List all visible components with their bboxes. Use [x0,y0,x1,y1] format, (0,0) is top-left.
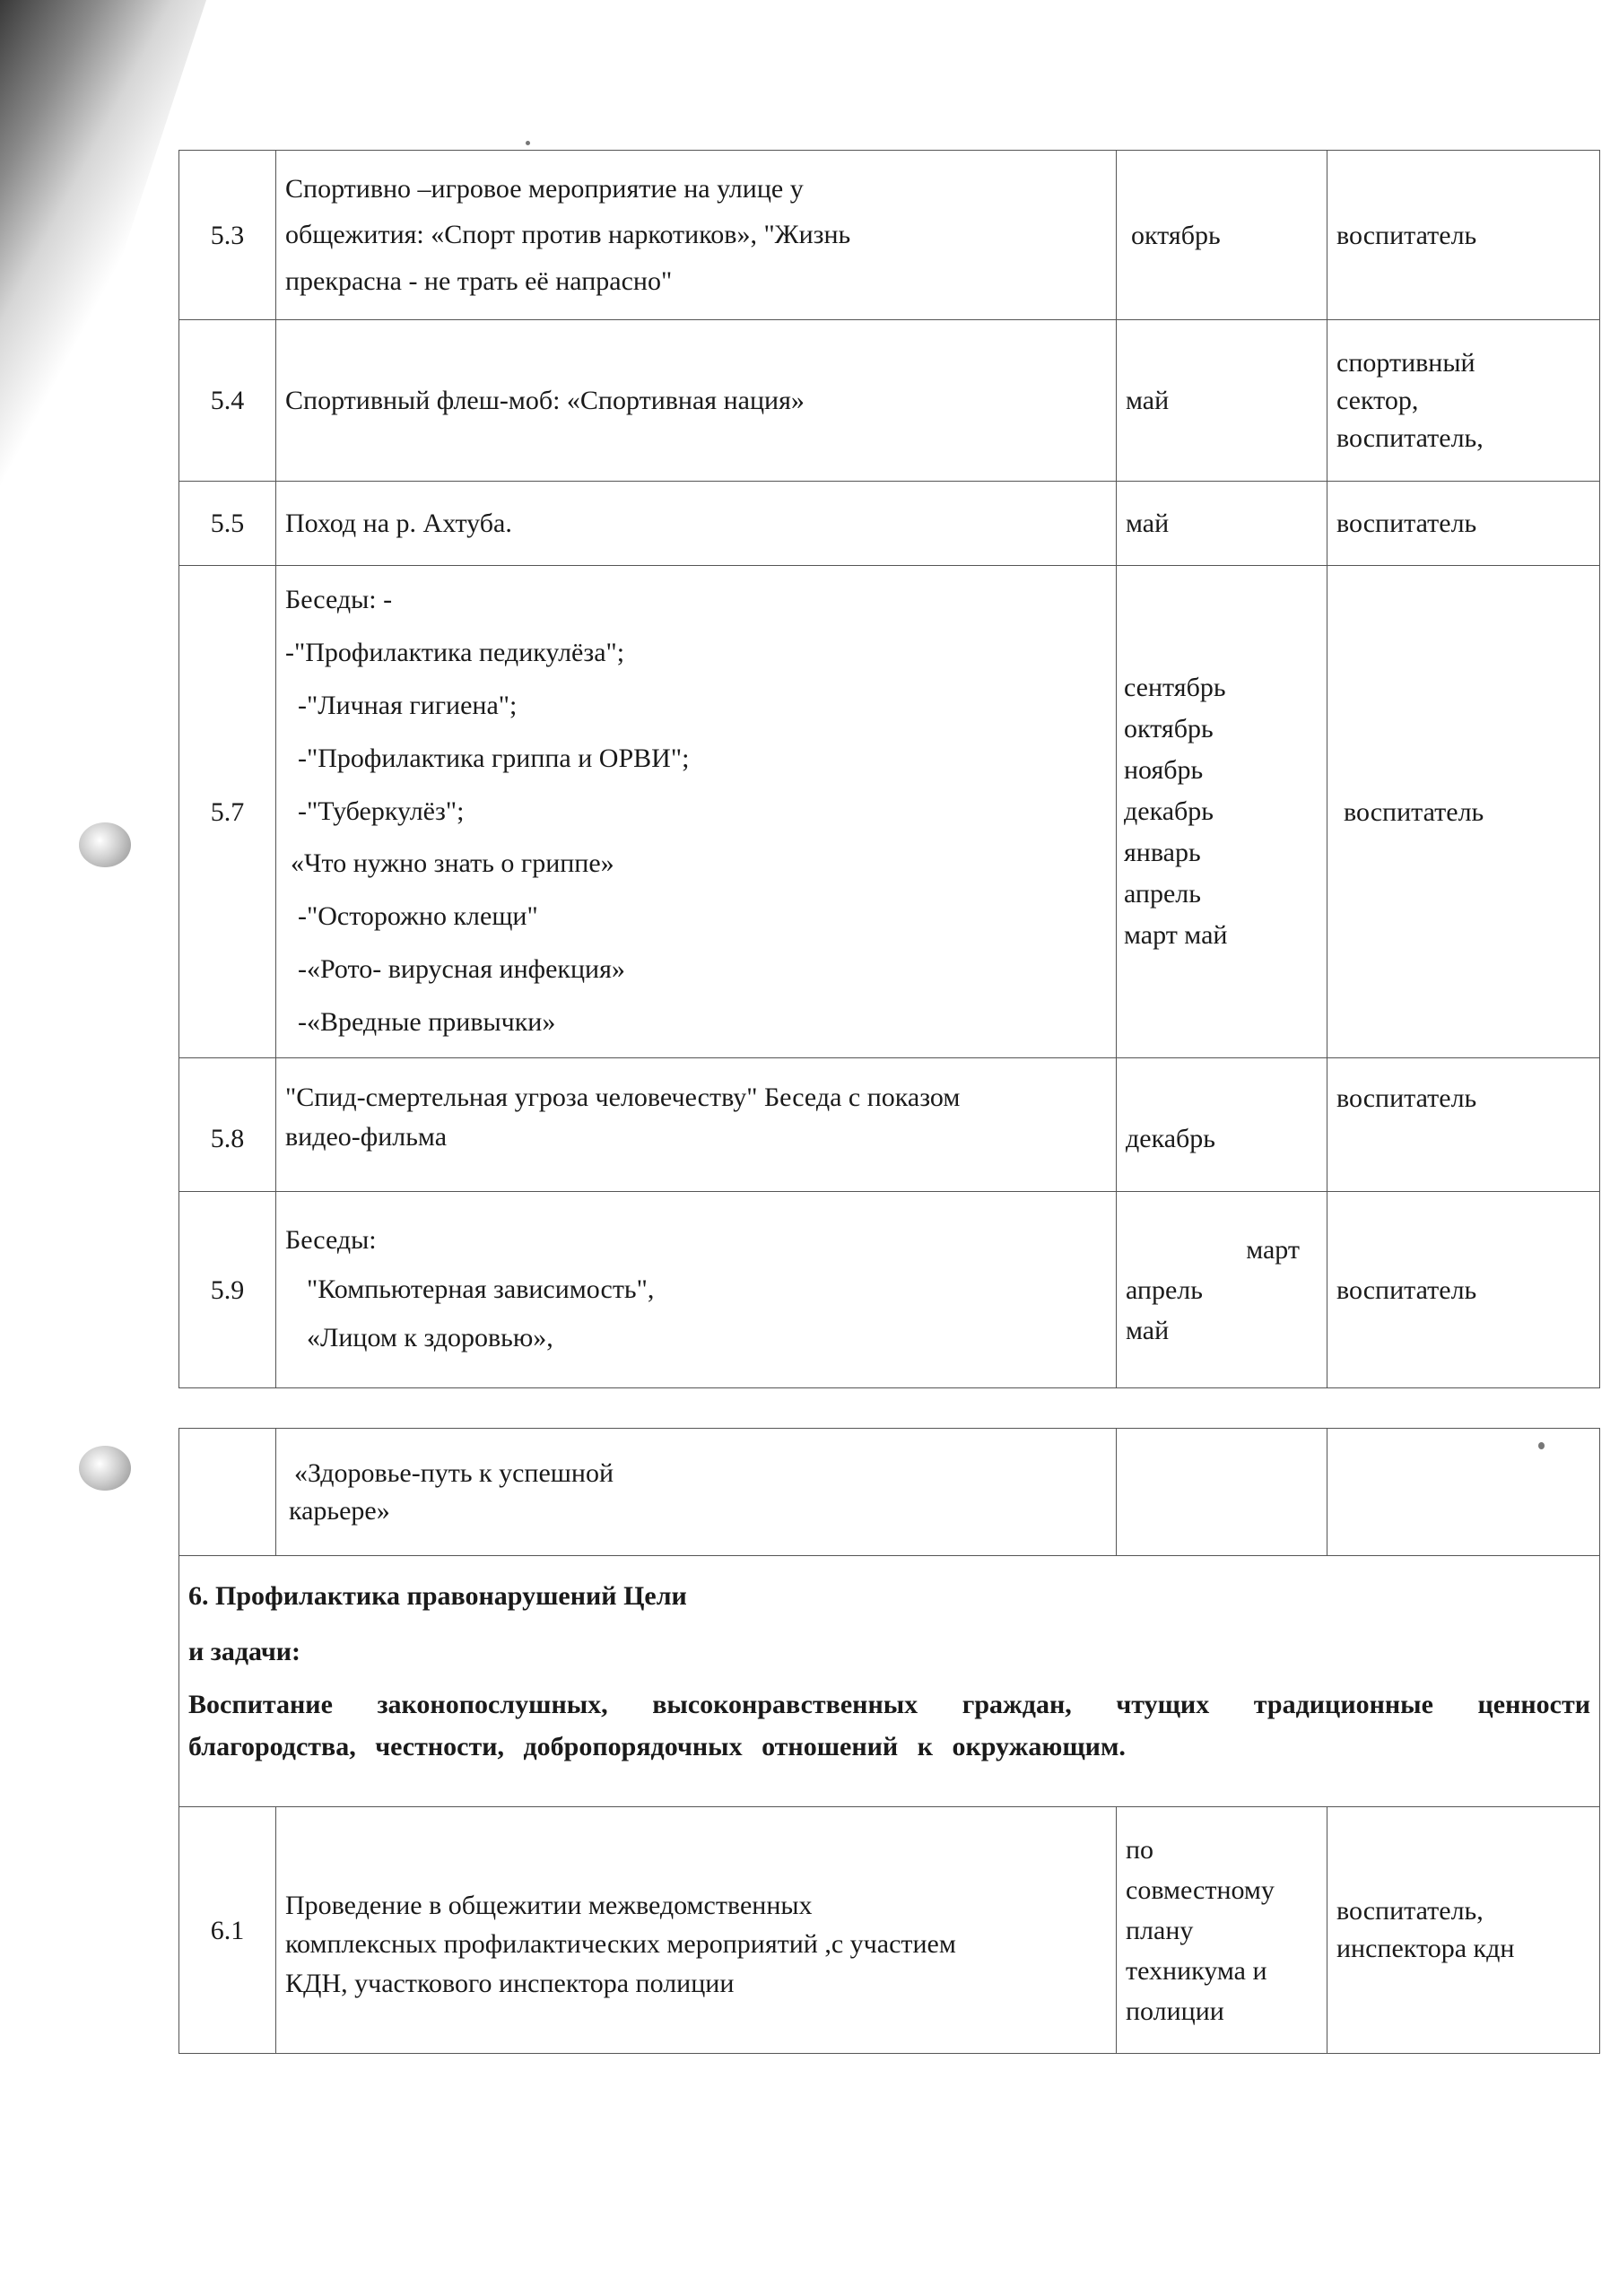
event-line: Спортивно –игровое мероприятие на улице у [285,173,804,204]
event-line: «Лицом к здоровью», [307,1323,553,1353]
table-row [179,320,1600,482]
month-cell [1117,1429,1327,1556]
month-line: сентябрь [1124,673,1226,703]
month-cell [1117,566,1327,1058]
row-number: 5.3 [179,151,276,320]
table-row [179,1429,1600,1556]
month-cell [1117,482,1327,566]
month-line: март май [1124,919,1228,950]
table-row [179,566,1600,1058]
responsible-line: воспитатель, [1336,422,1484,453]
event-cell [276,1058,1117,1192]
responsible-line: спортивный [1336,347,1475,378]
event-line: прекрасна - не трать её напрасно" [285,265,673,296]
event-cell [276,482,1117,566]
responsible-text: воспитатель [1336,509,1477,538]
month-text: октябрь [1131,220,1221,250]
event-text: Поход на р. Ахтуба. [285,509,512,538]
event-line: -«Рото- вирусная инфекция» [298,953,625,984]
event-line: -«Вредные привычки» [298,1006,556,1037]
responsible-cell [1327,320,1600,482]
responsible-text: воспитатель [1336,1274,1477,1305]
event-line: "Компьютерная зависимость", [307,1274,655,1304]
responsible-line: инспектора кдн [1336,1934,1515,1963]
responsible-cell [1327,1429,1600,1556]
responsible-cell [1327,1058,1600,1192]
responsible-cell [1327,1807,1600,2054]
scan-shadow [0,0,206,628]
section-heading: 6. Профилактика правонарушений Цели [188,1581,687,1611]
month-line: апрель [1124,878,1201,909]
row-number: 5.7 [179,566,276,1058]
section-cell [179,1556,1600,1807]
table-row [179,482,1600,566]
table-row [179,151,1600,320]
event-line: -"Личная гигиена"; [298,691,518,720]
month-text: декабрь [1126,1124,1215,1153]
month-text: май [1126,386,1170,415]
month-line: май [1126,1315,1170,1345]
punch-hole [79,1446,131,1491]
event-cell [276,566,1117,1058]
table-row [179,1807,1600,2054]
event-line: видео-фильма [285,1121,448,1152]
activities-table-2 [178,1428,1600,2054]
row-number: 5.5 [179,482,276,566]
event-line: «Здоровье-путь к успешной [294,1457,614,1488]
table-row [179,1058,1600,1192]
section-heading: и задачи: [188,1636,301,1666]
month-cell [1117,1807,1327,2054]
event-line: КДН, участкового инспектора полиции [285,1968,735,1998]
month-line: техникума и [1126,1955,1267,1986]
event-line: Беседы: [285,1224,377,1255]
month-line: октябрь [1124,714,1214,744]
responsible-line: воспитатель, [1336,1896,1484,1926]
table-row [179,1192,1600,1388]
month-line: полиции [1126,1996,1224,2026]
event-text: Спортивный флеш-моб: «Спортивная нация» [285,386,805,415]
month-cell [1117,1058,1327,1192]
event-line: -"Профилактика гриппа и ОРВИ"; [298,743,690,773]
month-line: март [1246,1234,1300,1265]
scan-speck [526,141,530,145]
event-line: карьере» [289,1495,390,1526]
event-line: Беседы: - [285,585,393,615]
section-goal: Воспитание законопослушных, высоконравственных граждан, чтущих традиционные ценности благородства, честности, добропорядочных отношений к окружающим. [188,1690,1590,1761]
punch-hole [79,822,131,867]
event-line: комплексных профилактических мероприятий ,с участием [285,1929,956,1960]
responsible-cell [1327,1192,1600,1388]
responsible-line: сектор, [1336,385,1419,415]
responsible-cell [1327,151,1600,320]
event-cell [276,151,1117,320]
event-line: -"Туберкулёз"; [298,796,465,826]
row-number: 5.9 [179,1192,276,1388]
month-line: по [1126,1834,1154,1865]
activities-table-1 [178,150,1600,1388]
event-line: -"Осторожно клещи" [298,901,538,932]
responsible-cell [1327,482,1600,566]
month-line: совместному [1126,1874,1275,1905]
event-line: -"Профилактика педикулёза"; [285,638,625,668]
month-line: декабрь [1124,796,1214,827]
event-line: "Спид-смертельная угроза человечеству" Беседа с показом [285,1083,961,1112]
row-number: 5.4 [179,320,276,482]
responsible-text: воспитатель [1336,220,1477,250]
event-line: «Что нужно знать о гриппе» [291,848,614,879]
month-line: плану [1126,1915,1194,1945]
month-cell [1117,151,1327,320]
event-cell [276,1807,1117,2054]
responsible-text: воспитатель [1336,1083,1477,1113]
month-line: ноябрь [1124,755,1204,786]
row-number [179,1429,276,1556]
event-line: Проведение в общежитии межведомственных [285,1890,813,1920]
event-cell [276,1429,1117,1556]
month-text: май [1126,509,1170,538]
month-cell [1117,1192,1327,1388]
month-line: январь [1124,837,1201,867]
month-line: апрель [1126,1274,1203,1305]
month-cell [1117,320,1327,482]
responsible-text: воспитатель [1344,796,1484,827]
responsible-cell [1327,566,1600,1058]
event-line: общежития: «Спорт против наркотиков», "Жизнь [285,220,851,250]
event-cell [276,320,1117,482]
row-number: 6.1 [179,1807,276,2054]
section-row [179,1556,1600,1807]
row-number: 5.8 [179,1058,276,1192]
event-cell [276,1192,1117,1388]
